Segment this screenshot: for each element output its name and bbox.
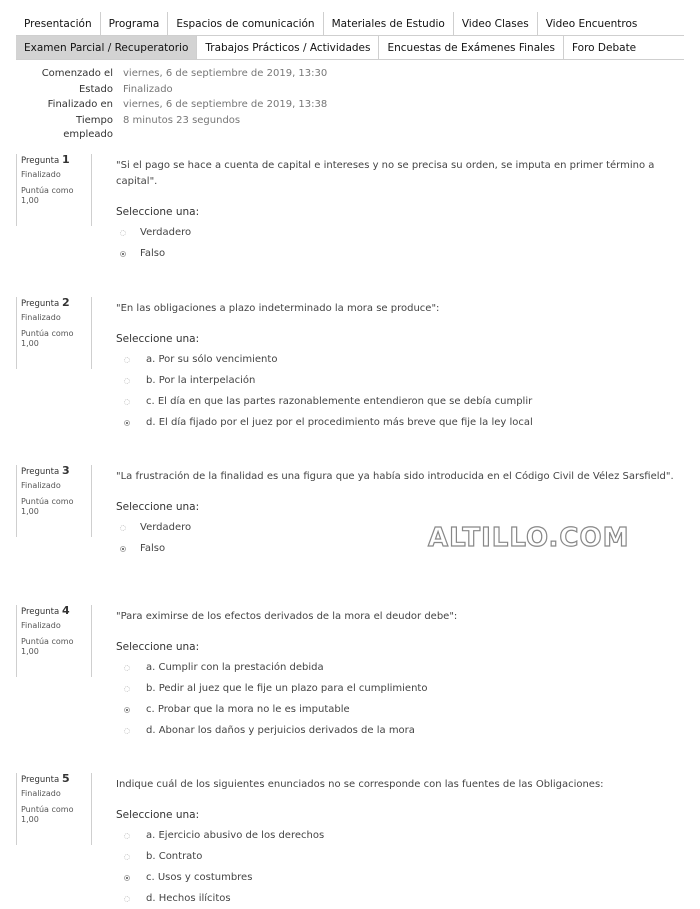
tab-encuestas-examenes[interactable]: Encuestas de Exámenes Finales	[379, 36, 564, 59]
radio-button[interactable]	[124, 665, 130, 671]
answer-option[interactable]: Falso	[116, 538, 676, 559]
finished-value: viernes, 6 de septiembre de 2019, 13:38	[123, 99, 328, 110]
answer-option[interactable]: d. Hechos ilícitos	[116, 888, 676, 909]
answer-option[interactable]: c. Probar que la mora no le es imputable	[116, 699, 676, 720]
tab-programa[interactable]: Programa	[101, 12, 169, 35]
question-body	[116, 773, 676, 909]
time-value: 8 minutos 23 segundos	[123, 114, 241, 126]
attempt-summary	[16, 66, 327, 142]
radio-button[interactable]	[124, 833, 130, 839]
question-info	[16, 605, 92, 677]
question-state: Finalizado	[21, 789, 61, 798]
question-state: Finalizado	[21, 481, 61, 490]
question-info	[16, 465, 92, 537]
question-state: Finalizado	[21, 621, 61, 630]
question-info	[16, 297, 92, 369]
question-text: "Si el pago se hace a cuenta de capital e intereses y no se precisa su orden, se imputa en primer término a capital".	[116, 160, 655, 187]
radio-button[interactable]	[124, 896, 130, 902]
radio-button[interactable]	[124, 357, 130, 363]
answer-option[interactable]: d. Abonar los daños y perjuicios derivados de la mora	[116, 720, 676, 741]
answer-option[interactable]: c. Usos y costumbres	[116, 867, 676, 888]
question-grade: Puntúa como 1,00	[21, 186, 74, 205]
tab-presentacion[interactable]: Presentación	[16, 12, 101, 35]
tab-video-encuentros[interactable]: Video Encuentros	[545, 17, 638, 30]
question-grade: Puntúa como 1,00	[21, 497, 74, 516]
started-value: viernes, 6 de septiembre de 2019, 13:30	[123, 68, 328, 79]
select-prompt: Seleccione una:	[116, 641, 200, 653]
radio-button-selected[interactable]	[120, 546, 126, 552]
radio-button[interactable]	[124, 854, 130, 860]
select-prompt: Seleccione una:	[116, 501, 200, 513]
radio-button-selected[interactable]	[124, 875, 130, 881]
radio-button[interactable]	[120, 230, 126, 236]
time-label-line-2: empleado	[63, 128, 113, 140]
question-body	[116, 154, 676, 264]
question-info	[16, 154, 92, 226]
radio-button-selected[interactable]	[124, 420, 130, 426]
answer-option[interactable]: a. Por su sólo vencimiento	[116, 349, 676, 370]
select-prompt: Seleccione una:	[116, 809, 200, 821]
question-grade: Puntúa como 1,00	[21, 805, 74, 824]
answer-option[interactable]: Falso	[116, 243, 676, 264]
answer-option[interactable]: b. Por la interpelación	[116, 370, 676, 391]
finished-label: Finalizado en	[47, 99, 113, 110]
radio-button[interactable]	[124, 728, 130, 734]
question-text: Indique cuál de los siguientes enunciados no se corresponde con las fuentes de las Obligaciones:	[116, 779, 604, 790]
answer-options	[116, 657, 676, 741]
state-label: Estado	[78, 83, 113, 95]
started-label: Comenzado el	[41, 68, 113, 79]
answer-option[interactable]: b. Pedir al juez que le fije un plazo para el cumplimiento	[116, 678, 676, 699]
question-text: "Para eximirse de los efectos derivados de la mora el deudor debe":	[116, 611, 458, 622]
question-body	[116, 297, 676, 433]
question-info	[16, 773, 92, 845]
tab-video-clases[interactable]: Video Clases	[454, 12, 538, 35]
tab-espacios-comunicacion[interactable]: Espacios de comunicación	[168, 12, 323, 35]
nav-row-primary	[16, 12, 684, 36]
question-body	[116, 605, 676, 741]
answer-option[interactable]: Verdadero	[116, 222, 676, 243]
radio-button-selected[interactable]	[120, 251, 126, 257]
answer-option[interactable]: Verdadero	[116, 517, 676, 538]
answer-option[interactable]: c. El día en que las partes razonablemente entendieron que se debía cumplir	[116, 391, 676, 412]
time-label-line-1: Tiempo	[76, 114, 113, 126]
state-value: Finalizado	[123, 83, 173, 95]
watermark: ALTILLO.COM	[428, 523, 630, 553]
answer-options	[116, 222, 676, 264]
answer-option[interactable]: d. El día fijado por el juez por el procedimiento más breve que fije la ley local	[116, 412, 676, 433]
select-prompt: Seleccione una:	[116, 333, 200, 345]
time-label	[16, 113, 123, 142]
nav-row-secondary	[16, 36, 684, 60]
radio-button[interactable]	[124, 399, 130, 405]
question-number: Pregunta 4	[21, 604, 70, 617]
answer-option[interactable]: a. Cumplir con la prestación debida	[116, 657, 676, 678]
radio-button[interactable]	[124, 686, 130, 692]
radio-button[interactable]	[124, 378, 130, 384]
tab-materiales-estudio[interactable]: Materiales de Estudio	[324, 12, 454, 35]
answer-options	[116, 825, 676, 909]
radio-button[interactable]	[120, 525, 126, 531]
question-state: Finalizado	[21, 170, 61, 179]
question-number: Pregunta 3	[21, 464, 70, 477]
question-number: Pregunta 5	[21, 772, 70, 785]
answer-option[interactable]: b. Contrato	[116, 846, 676, 867]
answer-option[interactable]: a. Ejercicio abusivo de los derechos	[116, 825, 676, 846]
radio-button-selected[interactable]	[124, 707, 130, 713]
question-grade: Puntúa como 1,00	[21, 637, 74, 656]
answer-options	[116, 349, 676, 433]
tab-examen-parcial[interactable]: Examen Parcial / Recuperatorio	[16, 36, 197, 59]
question-text: "En las obligaciones a plazo indeterminado la mora se produce":	[116, 303, 440, 314]
tab-trabajos-practicos[interactable]: Trabajos Prácticos / Actividades	[197, 36, 379, 59]
question-grade: Puntúa como 1,00	[21, 329, 74, 348]
question-number: Pregunta 2	[21, 296, 70, 309]
select-prompt: Seleccione una:	[116, 206, 200, 218]
question-state: Finalizado	[21, 313, 61, 322]
question-text: "La frustración de la finalidad es una figura que ya había sido introducida en el Código Civil de Vélez Sarsfield".	[116, 471, 674, 482]
tab-foro-debate[interactable]: Foro Debate	[571, 41, 637, 54]
question-number: Pregunta 1	[21, 153, 70, 166]
